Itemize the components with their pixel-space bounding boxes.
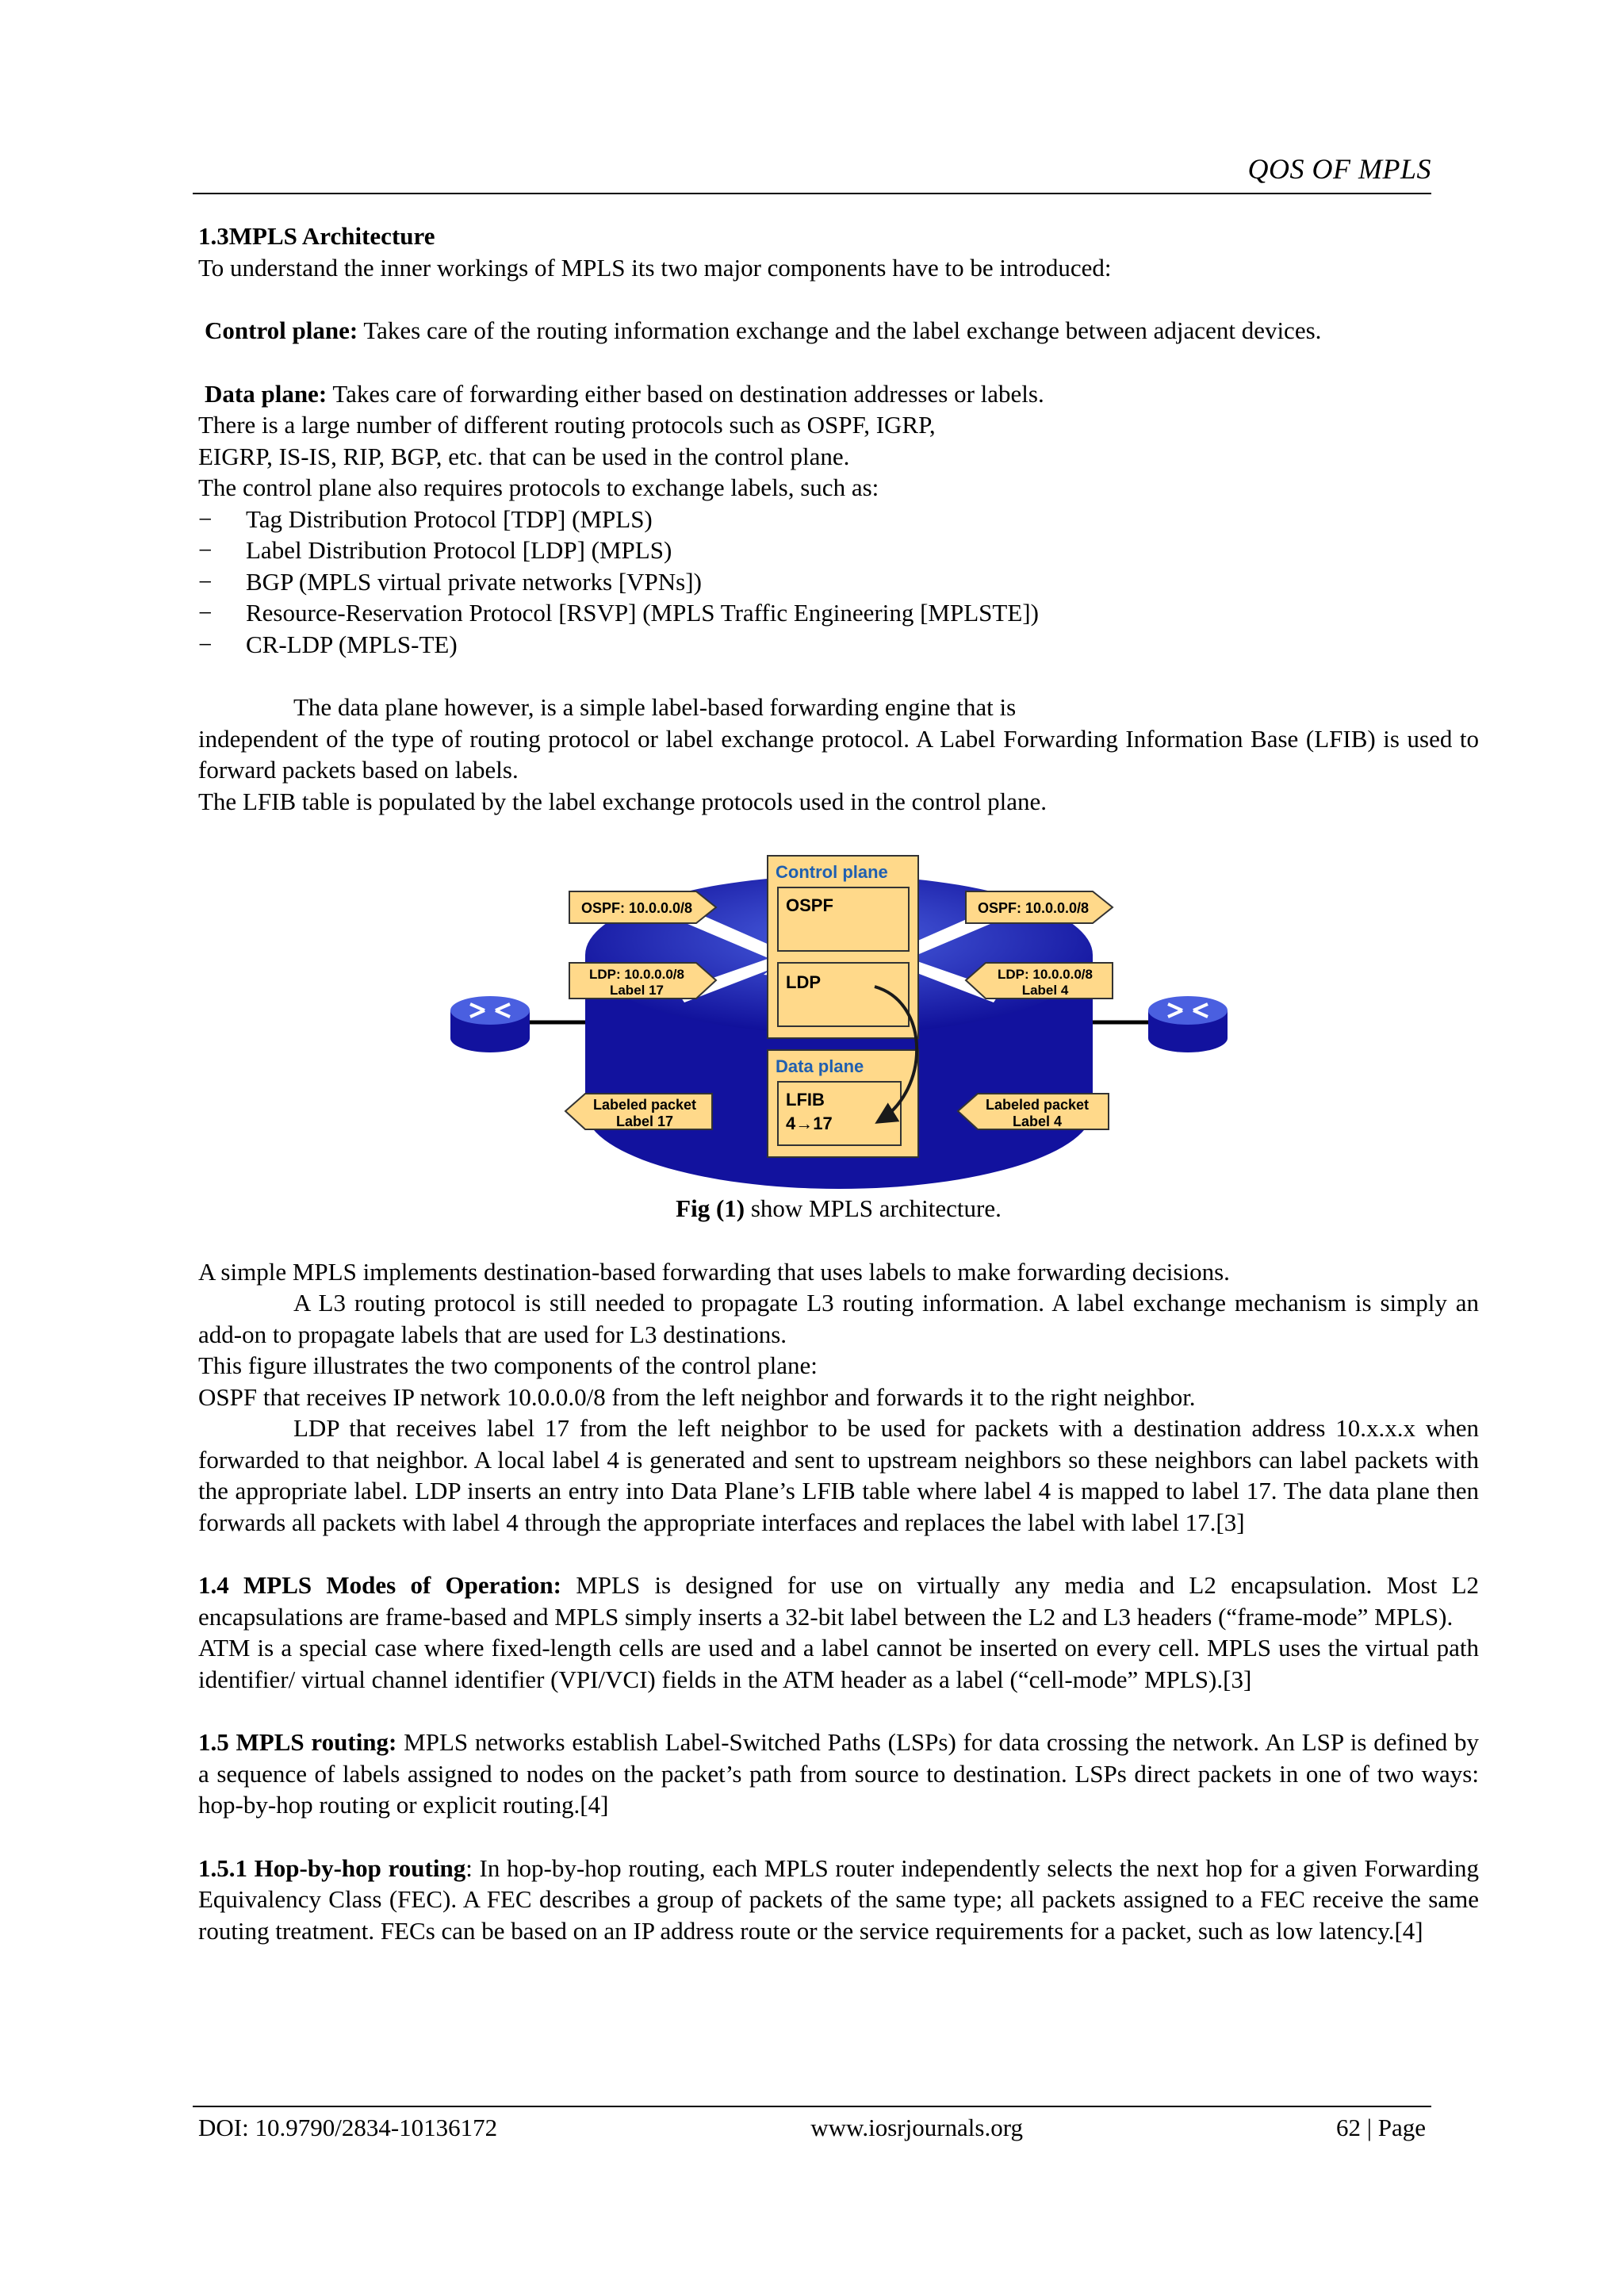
control-plane-text: Takes care of the routing information exchange and the label exchange between adjacent devices. <box>358 316 1322 344</box>
ldp-box-label: LDP <box>785 972 821 992</box>
mpls-architecture-figure <box>198 844 1479 1193</box>
data-plane-paragraph: The data plane however, is a simple label-based forwarding engine that is <box>293 693 1017 721</box>
page-footer <box>198 2114 1426 2142</box>
simple-mpls-paragraph: A simple MPLS implements destination-based forwarding that uses labels to make forwarding decisions. <box>198 1257 1230 1286</box>
list-item <box>198 629 1479 661</box>
right-ldp-text-2: Label 4 <box>1021 983 1068 998</box>
caption-text: show MPLS architecture. <box>745 1194 1002 1222</box>
lfib-paragraph: The LFIB table is populated by the label exchange protocols used in the control plane. <box>198 787 1048 815</box>
right-router-icon <box>1148 996 1228 1052</box>
list-dash: − <box>198 504 213 533</box>
footer-rule <box>193 2106 1431 2107</box>
list-dash: − <box>198 599 213 627</box>
right-ospf-text: OSPF: 10.0.0.0/8 <box>977 900 1089 916</box>
data-plane-definition <box>198 378 1479 410</box>
control-plane-title: Control plane <box>775 862 888 882</box>
page-content <box>198 220 1479 1946</box>
list-item-text: CR-LDP (MPLS-TE) <box>246 630 458 658</box>
mpls-diagram <box>446 844 1231 1193</box>
left-ldp-text-2: Label 17 <box>609 983 664 998</box>
list-item <box>198 597 1479 629</box>
section-heading-1-5: 1.5 MPLS routing: <box>198 1728 397 1756</box>
figure-caption <box>198 1193 1479 1225</box>
left-packet-text-1: Labeled packet <box>592 1097 696 1113</box>
section-1-5-1-text: : In hop-by-hop routing, each MPLS router independently selects the next hop for a given Forwarding Equivalency Class (FEC). A FEC describes a group of packets of the same type; all packets assigned to a FEC receive the same routing treatment. FECs can be based on an IP address route or the service requirements for a packet, such as low latency.[4] <box>198 1853 1479 1945</box>
footer-site: www.iosrjournals.org <box>810 2114 1023 2141</box>
caption-label: Fig (1) <box>676 1194 745 1222</box>
section-1-4-text: MPLS is designed for use on virtually any media and L2 encapsulation. Most L2 encapsulations are frame-based and MPLS simply inserts a 32-bit label between the L2 and L3 headers (“frame-mode” MPLS). <box>198 1571 1480 1631</box>
protocols-line-2: EIGRP, IS-IS, RIP, BGP, etc. that can be used in the control plane. <box>198 442 850 470</box>
l3-routing-paragraph: A L3 routing protocol is still needed to propagate L3 routing information. A label exchange mechanism is simply an add-on to propagate labels that are used for L3 destinations. <box>198 1289 1479 1348</box>
left-ospf-text: OSPF: 10.0.0.0/8 <box>580 900 692 916</box>
data-plane-paragraph-2: independent of the type of routing protocol or label exchange protocol. A Label Forwarding Information Base (LFIB) is used to forward packets based on labels. <box>198 724 1479 784</box>
control-plane-definition <box>198 315 1479 347</box>
control-plane-label: Control plane: <box>205 316 358 344</box>
list-item-text: Resource-Reservation Protocol [RSVP] (MPLS Traffic Engineering [MPLSTE]) <box>246 599 1039 627</box>
list-dash: − <box>198 630 213 658</box>
footer-page-number: 62 | Page <box>1336 2114 1426 2141</box>
labels-intro: The control plane also requires protocols to exchange labels, such as: <box>198 473 879 501</box>
section-1-5-1 <box>198 1853 1479 1947</box>
section-1-5-text: MPLS networks establish Label-Switched Paths (LSPs) for data crossing the network. An LSP is defined by a sequence of labels assigned to nodes on the packet’s path from source to destination. LSPs direct packets in one of two ways: hop-by-hop routing or explicit routing.[4] <box>198 1728 1479 1819</box>
list-dash: − <box>198 536 213 564</box>
data-plane-label: Data plane: <box>205 379 327 408</box>
list-item-text: BGP (MPLS virtual private networks [VPNs]) <box>246 567 702 596</box>
list-item <box>198 566 1479 598</box>
section-1-5 <box>198 1727 1479 1821</box>
running-header: QOS OF MPLS <box>1247 153 1431 185</box>
data-plane-text: Takes care of forwarding either based on destination addresses or labels. <box>327 379 1044 408</box>
right-packet-text-2: Label 4 <box>1012 1114 1062 1129</box>
ospf-paragraph: OSPF that receives IP network 10.0.0.0/8 from the left neighbor and forwards it to the right neighbor. <box>198 1382 1196 1411</box>
section-intro: To understand the inner workings of MPLS its two major components have to be introduced: <box>198 253 1112 282</box>
footer-doi: DOI: 10.9790/2834-10136172 <box>198 2114 498 2141</box>
lfib-label: LFIB <box>785 1090 825 1110</box>
list-dash: − <box>198 567 213 596</box>
section-1-4 <box>198 1570 1479 1632</box>
ldp-paragraph: LDP that receives label 17 from the left neighbor to be used for packets with a destination address 10.x.x.x when forwarded to that neighbor. A local label 4 is generated and sent to upstream neighbors so these neighbors can label packets with the appropriate label. LDP inserts an entry into Data Plane’s LFIB table where label 4 is mapped to label 17. The data plane then forwards all packets with label 4 through the appropriate interfaces and replaces the label with label 17.[3] <box>198 1414 1479 1536</box>
right-packet-text-1: Labeled packet <box>985 1097 1089 1113</box>
list-item <box>198 504 1479 535</box>
lfib-mapping: 4→17 <box>785 1114 833 1133</box>
left-packet-text-2: Label 17 <box>615 1114 673 1129</box>
list-item <box>198 535 1479 566</box>
section-heading-1-4: 1.4 MPLS Modes of Operation: <box>198 1571 561 1599</box>
list-item-text: Label Distribution Protocol [LDP] (MPLS) <box>246 536 672 564</box>
label-protocol-list <box>198 504 1479 661</box>
left-router-icon <box>450 996 530 1052</box>
left-ldp-text-1: LDP: 10.0.0.0/8 <box>588 967 684 982</box>
header-rule <box>193 193 1431 194</box>
section-heading-1-3: 1.3MPLS Architecture <box>198 222 435 250</box>
figure-illustrates-paragraph: This figure illustrates the two components of the control plane: <box>198 1351 818 1379</box>
data-plane-title: Data plane <box>775 1056 864 1076</box>
section-heading-1-5-1: 1.5.1 Hop-by-hop routing <box>198 1853 466 1882</box>
atm-paragraph: ATM is a special case where fixed-length cells are used and a label cannot be inserted on every cell. MPLS uses the virtual path identifier/ virtual channel identifier (VPI/VCI) fields in the ATM header as a label (“cell-mode” MPLS).[3] <box>198 1634 1479 1693</box>
ospf-box-label: OSPF <box>785 895 833 915</box>
protocols-line-1: There is a large number of different routing protocols such as OSPF, IGRP, <box>198 411 936 439</box>
right-ldp-text-1: LDP: 10.0.0.0/8 <box>997 967 1093 982</box>
list-item-text: Tag Distribution Protocol [TDP] (MPLS) <box>246 504 653 533</box>
